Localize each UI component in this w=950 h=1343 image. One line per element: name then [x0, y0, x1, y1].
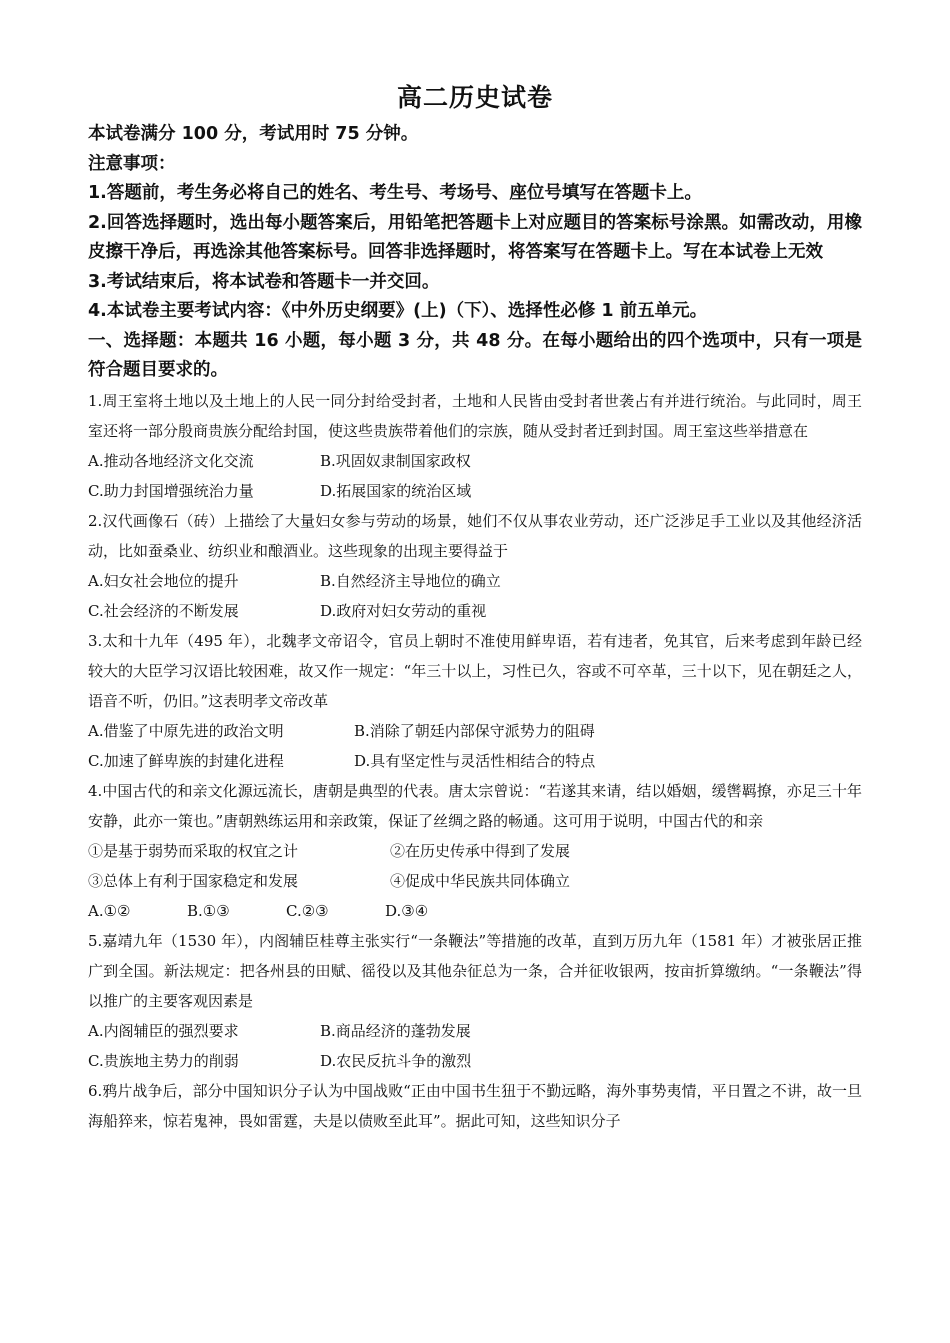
option-c: C.加速了鲜卑族的封建化进程 [88, 751, 284, 770]
option-b: B.商品经济的蓬勃发展 [320, 1021, 471, 1040]
option-row [88, 1046, 862, 1076]
option-row [88, 1016, 862, 1046]
option-c: C.贵族地主势力的削弱 [88, 1051, 239, 1070]
option-a: A.推动各地经济文化交流 [88, 451, 254, 470]
option-c: C.社会经济的不断发展 [88, 601, 239, 620]
statement-1: ①是基于弱势而采取的权宜之计 [88, 841, 299, 860]
option-row [88, 716, 862, 746]
question-stem: 1.周王室将土地以及土地上的人民一同分封给受封者，土地和人民皆由受封者世袭占有并进行统治。与此同时，周王室还将一部分殷商贵族分配给封国，使这些贵族带着他们的宗族，随从受封者迁到封国。周王室这些举措意在 [88, 391, 862, 440]
statement-4: ④促成中华民族共同体确立 [390, 871, 571, 890]
option-row [88, 746, 862, 776]
note-item: 4.本试卷主要考试内容：《中外历史纲要》(上)（下）、选择性必修 1 前五单元。 [88, 301, 708, 321]
statement-row [88, 866, 862, 896]
question-stem: 3.太和十九年（495 年），北魏孝文帝诏令，官员上朝时不准使用鲜卑语，若有违者，免其官，后来考虑到年龄已经较大的大臣学习汉语比较困难，故又作一规定：“年三十以上，习性已久，容或不可卒革，三十以下，见在朝廷之人，语音不听，仍旧。”这表明孝文帝改革 [88, 631, 862, 710]
note-item: 1.答题前，考生务必将自己的姓名、考生号、考场号、座位号填写在答题卡上。 [88, 183, 702, 203]
option-d: D.农民反抗斗争的激烈 [320, 1051, 472, 1070]
question-stem: 6.鸦片战争后，部分中国知识分子认为中国战败“正由中国书生狃于不勤远略，海外事势夷情，平日置之不讲，故一旦海船猝来，惊若鬼神，畏如雷霆，夫是以债败至此耳”。据此可知，这些知识分子 [88, 1081, 862, 1130]
option-b: B.①③ [187, 901, 230, 920]
statement-2: ②在历史传承中得到了发展 [390, 841, 571, 860]
option-row [88, 446, 862, 476]
option-a: A.借鉴了中原先进的政治文明 [88, 721, 284, 740]
option-a: A.内阁辅臣的强烈要求 [88, 1021, 239, 1040]
score-line: 本试卷满分 100 分，考试用时 75 分钟。 [88, 124, 419, 144]
question-stem: 5.嘉靖九年（1530 年），内阁辅臣桂尊主张实行“一条鞭法”等措施的改革，直到万历九年（1581 年）才被张居正推广到全国。新法规定：把各州县的田赋、徭役以及其他杂征总为一条，合并征收银两，按亩折算缴纳。“一条鞭法”得以推广的主要客观因素是 [88, 931, 862, 1010]
option-b: B.消除了朝廷内部保守派势力的阻碍 [354, 721, 595, 740]
option-b: B.自然经济主导地位的确立 [320, 571, 501, 590]
option-c: C.助力封国增强统治力量 [88, 481, 254, 500]
option-b: B.巩固奴隶制国家政权 [320, 451, 471, 470]
option-row [88, 476, 862, 506]
option-a: A.①② [88, 901, 131, 920]
option-d: D.具有坚定性与灵活性相结合的特点 [354, 751, 596, 770]
option-d: D.政府对妇女劳动的重视 [320, 601, 487, 620]
question-stem: 2.汉代画像石（砖）上描绘了大量妇女参与劳动的场景，她们不仅从事农业劳动，还广泛涉足手工业以及其他经济活动，比如蚕桑业、纺织业和酿酒业。这些现象的出现主要得益于 [88, 511, 862, 560]
statement-3: ③总体上有利于国家稳定和发展 [88, 871, 299, 890]
option-d: D.③④ [385, 901, 429, 920]
section-heading: 一、选择题：本题共 16 小题，每小题 3 分，共 48 分。在每小题给出的四个选项中，只有一项是符合题目要求的。 [88, 330, 862, 380]
statement-row [88, 836, 862, 866]
option-row [88, 566, 862, 596]
option-d: D.拓展国家的统治区域 [320, 481, 472, 500]
page-title: 高二历史试卷 [396, 83, 553, 112]
option-a: A.妇女社会地位的提升 [88, 571, 239, 590]
note-item: 3.考试结束后，将本试卷和答题卡一并交回。 [88, 271, 440, 292]
question-stem: 4.中国古代的和亲文化源远流长，唐朝是典型的代表。唐太宗曾说：“若遂其来请，结以婚姻，缓辔羁撩，亦足三十年安静，此亦一策也。”唐朝熟练运用和亲政策，保证了丝绸之路的畅通。这可用于说明，中国古代的和亲 [88, 781, 862, 830]
option-row [88, 596, 862, 626]
note-item: 2.回答选择题时，选出每小题答案后，用铅笔把答题卡上对应题目的答案标号涂黑。如需改动，用橡皮擦干净后，再选涂其他答案标号。回答非选择题时，将答案写在答题卡上。写在本试卷上无效 [88, 212, 862, 262]
option-row [88, 896, 862, 926]
notes-title: 注意事项： [88, 153, 176, 174]
option-c: C.②③ [286, 901, 329, 920]
